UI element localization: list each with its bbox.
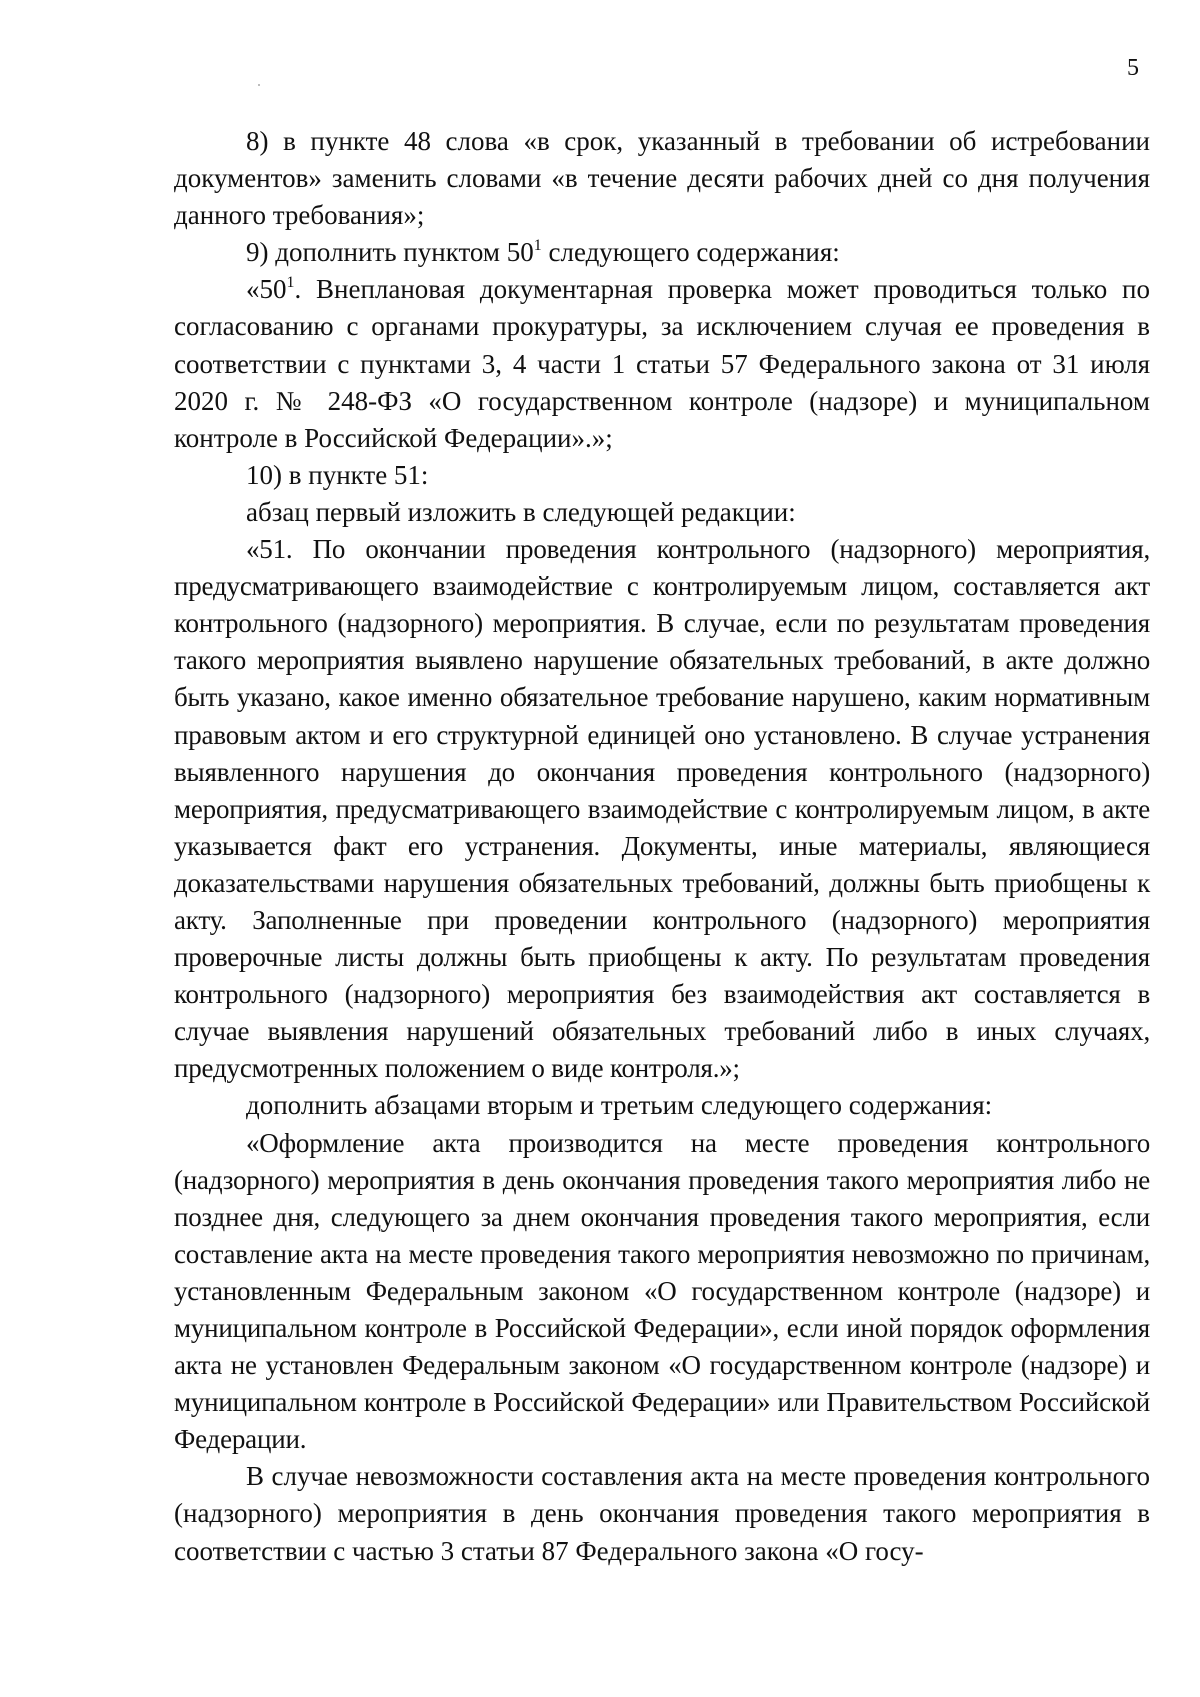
scan-speck	[258, 84, 260, 86]
paragraph-item-9	[174, 234, 1150, 271]
paragraph-item-10-add-abzacs: дополнить абзацами вторым и третьим следующего содержания:	[246, 1090, 993, 1121]
document-body	[174, 123, 1150, 1570]
paragraph-item-10-first-abzac: абзац первый изложить в следующей редакции:	[246, 496, 796, 527]
paragraph-item-10: 10) в пункте 51:	[246, 459, 429, 490]
paragraph-item-9-tail: следующего содержания:	[541, 237, 840, 268]
clause-50-number: «50	[246, 274, 287, 305]
clause-50-text: . Внеплановая документарная проверка может проводиться только по согласованию с органами прокуратуры, за исключением случая ее проведения в соответствии с пунктами 3, 4 части 1 статьи 57 Федерального закона от 31 июля 2020 г. № 248-ФЗ «О государственном контроле (надзоре) и муниципальном контроле в Российской Федерации».»;	[174, 274, 1150, 453]
paragraph-act-formation: «Оформление акта производится на месте проведения контрольного (надзорного) мероприятия в день окончания проведения такого мероприятия либо не позднее дня, следующего за днем окончания проведения такого мероприятия, если составление акта на месте проведения такого мероприятия невозможно по причинам, установленным Федеральным законом «О государственном контроле (надзоре) и муниципальном контроле в Российской Федерации», если иной порядок оформления акта не установлен Федеральным законом «О государственном контроле (надзоре) и муниципальном контроле в Российской Федерации» или Правительством Российской Федерации.	[174, 1127, 1150, 1455]
paragraph-item-8: 8) в пункте 48 слова «в срок, указанный в требовании об истребовании документов» заменить словами «в течение десяти рабочих дней со дня получения данного требования»;	[174, 126, 1150, 231]
superscript-1: 1	[533, 237, 542, 255]
paragraph-clause-50-1	[174, 271, 1150, 456]
paragraph-clause-51: «51. По окончании проведения контрольного (надзорного) мероприятия, предусматривающего взаимодействие с контролируемым лицом, составляется акт контрольного (надзорного) мероприятия. В случае, если по результатам проведения такого мероприятия выявлено нарушение обязательных требований, в акте должно быть указано, какое именно обязательное требование нарушено, каким нормативным правовым актом и его структурной единицей оно установлено. В случае устранения выявленного нарушения до окончания проведения контрольного (надзорного) мероприятия, предусматривающего взаимодействие с контролируемым лицом, в акте указывается факт его устранения. Документы, иные материалы, являющиеся доказательствами нарушения обязательных требований, должны быть приобщены к акту. Заполненные при проведении контрольного (надзорного) мероприятия проверочные листы должны быть приобщены к акту. По результатам проведения контрольного (надзорного) мероприятия без взаимодействия акт составляется в случае выявления нарушений обязательных требований либо в иных случаях, предусмотренных положением о виде контроля.»;	[174, 534, 1150, 1084]
superscript-1: 1	[286, 274, 295, 292]
paragraph-item-9-text: 9) дополнить пунктом 50	[246, 237, 534, 268]
page-number: 5	[1127, 55, 1139, 81]
paragraph-impossibility-case: В случае невозможности составления акта на месте проведения контрольного (надзорного) мероприятия в день окончания проведения такого мероприятия в соответствии с частью 3 статьи 87 Федерального закона «О госу-	[174, 1461, 1150, 1566]
